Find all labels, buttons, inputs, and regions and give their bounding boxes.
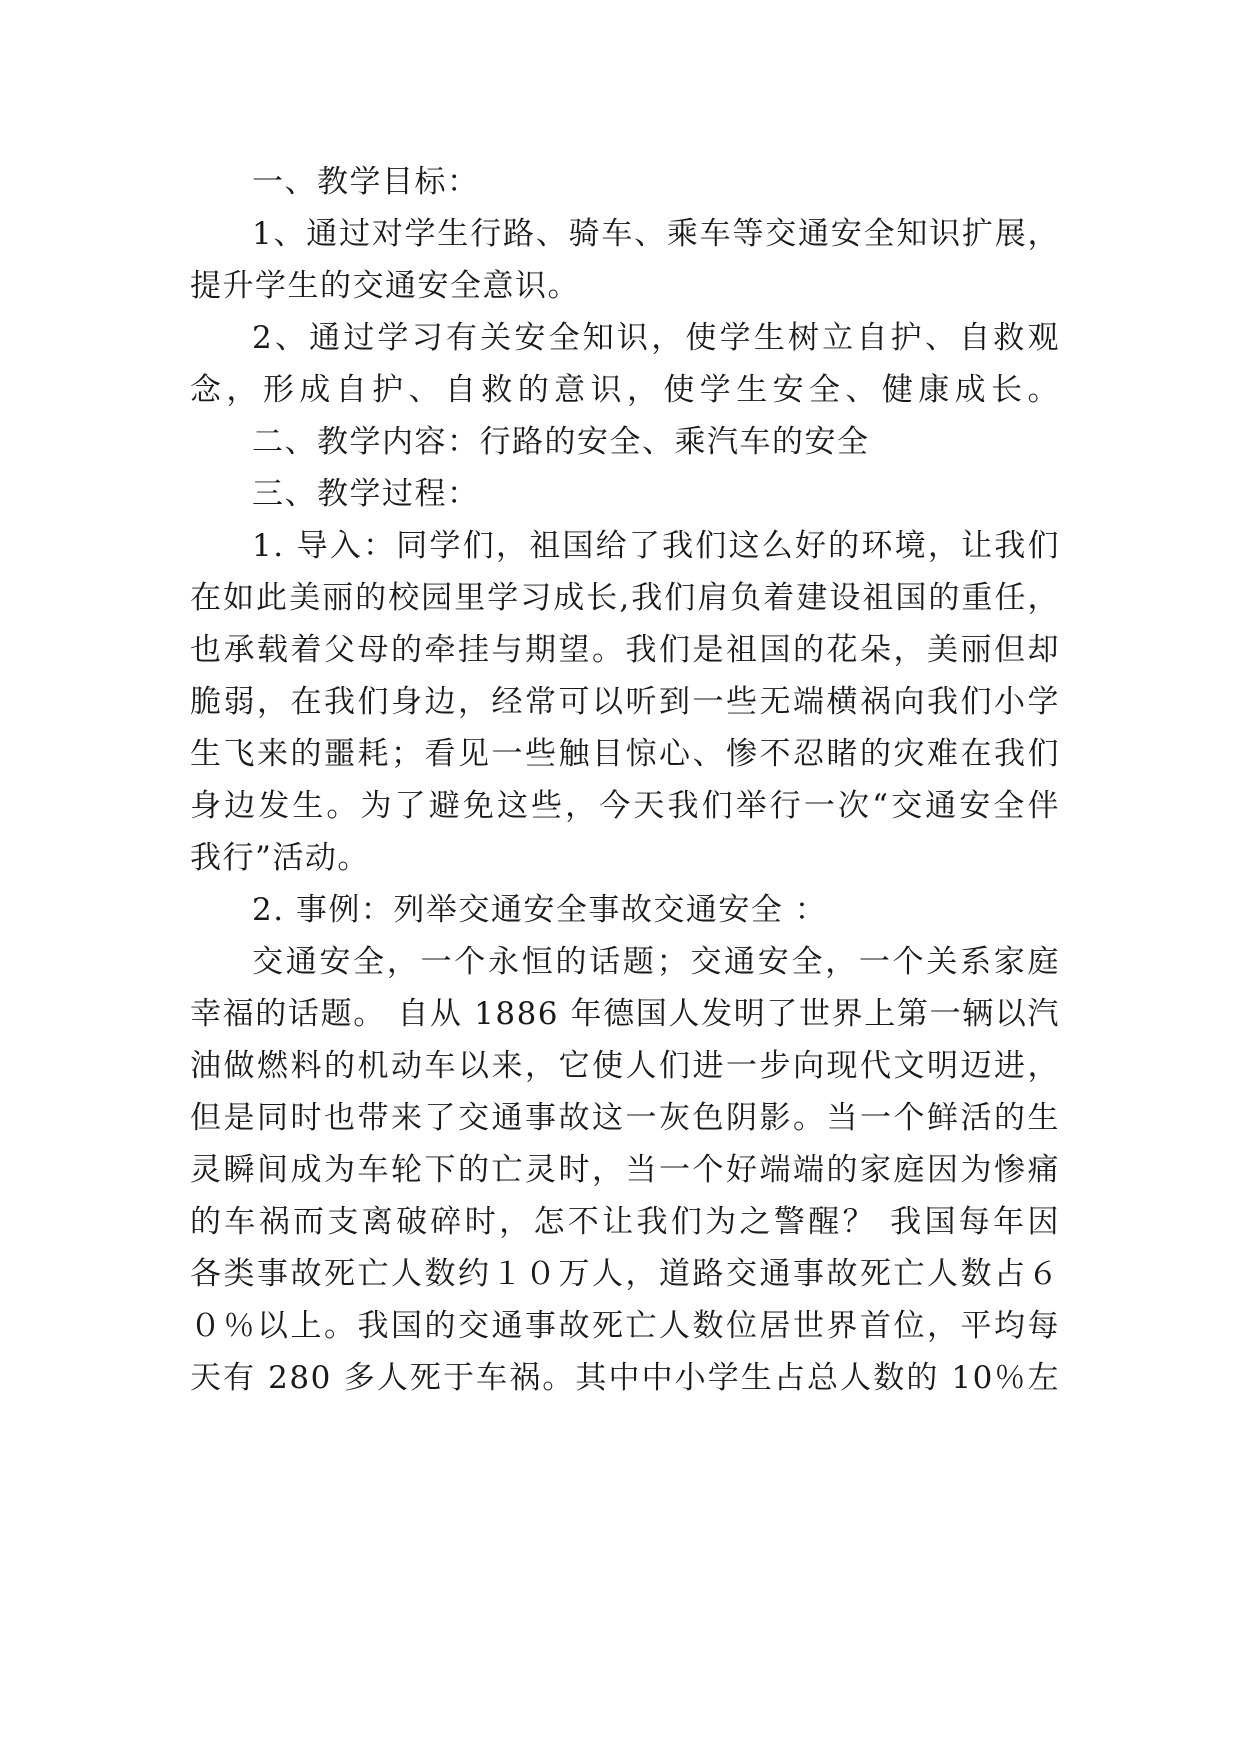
paragraph-line: 1、通过对学生行路、骑车、乘车等交通安全知识扩展， <box>252 216 1060 252</box>
paragraph-line: 在如此美丽的校园里学习成长,我们肩负着建设祖国的重任， <box>190 580 1060 616</box>
paragraph-line: 各类事故死亡人数约１０万人，道路交通事故死亡人数占６ <box>190 1256 1060 1292</box>
paragraph-line: 油做燃料的机动车以来，它使人们进一步向现代文明迈进， <box>190 1048 1060 1084</box>
paragraph-line: ０％以上。我国的交通事故死亡人数位居世界首位，平均每 <box>190 1308 1060 1344</box>
paragraph-line: 交通安全，一个永恒的话题；交通安全，一个关系家庭 <box>252 944 1060 980</box>
paragraph-line: 1. 导入：同学们，祖国给了我们这么好的环境，让我们 <box>252 528 1060 564</box>
paragraph-line: 身边发生。为了避免这些，今天我们举行一次“交通安全伴 <box>190 788 1060 824</box>
paragraph-line: 2、通过学习有关安全知识，使学生树立自护、自救观 <box>252 320 1060 356</box>
paragraph-line: 生飞来的噩耗；看见一些触目惊心、惨不忍睹的灾难在我们 <box>190 736 1060 772</box>
paragraph-line: 天有 280 多人死于车祸。其中中小学生占总人数的 10％左 <box>190 1360 1060 1396</box>
paragraph-line: 的车祸而支离破碎时，怎不让我们为之警醒？ 我国每年因 <box>190 1204 1060 1240</box>
heading-examples: 2. 事例：列举交通安全事故交通安全 ： <box>252 892 828 928</box>
paragraph-line: 脆弱，在我们身边，经常可以听到一些无端横祸向我们小学 <box>190 684 1060 720</box>
paragraph-line: 也承载着父母的牵挂与期望。我们是祖国的花朵，美丽但却 <box>190 632 1060 668</box>
paragraph-line: 但是同时也带来了交通事故这一灰色阴影。当一个鲜活的生 <box>190 1100 1060 1136</box>
paragraph-line: 灵瞬间成为车轮下的亡灵时，当一个好端端的家庭因为惨痛 <box>190 1152 1060 1188</box>
heading-teaching-content: 二、教学内容：行路的安全、乘汽车的安全 <box>252 424 870 460</box>
paragraph-line: 念，形成自护、自救的意识，使学生安全、健康成长。 <box>190 372 1060 408</box>
paragraph-line: 幸福的话题。 自从 1886 年德国人发明了世界上第一辆以汽 <box>190 996 1060 1032</box>
heading-teaching-goals: 一、教学目标： <box>252 164 480 200</box>
heading-teaching-process: 三、教学过程： <box>252 476 480 512</box>
paragraph-line: 我行”活动。 <box>190 840 370 876</box>
paragraph-line: 提升学生的交通安全意识。 <box>190 268 580 304</box>
